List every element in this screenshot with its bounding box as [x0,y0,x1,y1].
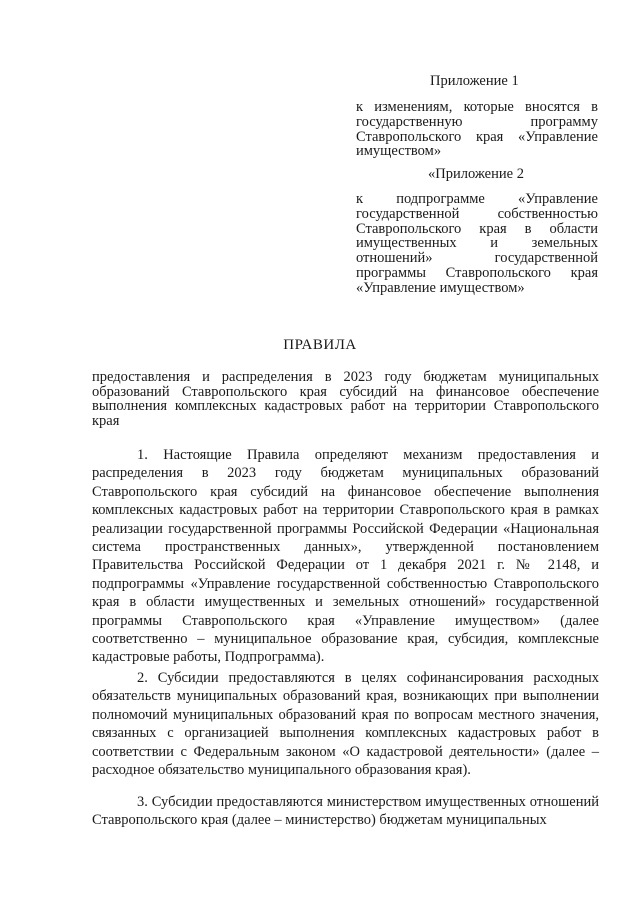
paragraph-3: 3. Субсидии предоставляются министерством имущественных отношений Ставропольского края (далее – министерство) бюджетам муниципальных [92,794,599,829]
paragraph-2: 2. Субсидии предоставляются в целях софинансирования расходных обязательств муниципальных образований края, возникающих при выполнении полномочий муниципальных образований края по вопросам местного значения, связанных с организацией выполнения комплексных кадастровых работ в соответствии с Федеральным законом «О кадастровой деятельности» (далее – расходное обязательство муниципального образования края). [92,670,599,779]
appendix1-body: к изменениям, которые вносятся в государственную программу Ставропольского края «Управление имуществом» [356,99,598,160]
appendix2-body: к подпрограмме «Управление государственной собственностью Ставропольского края в области имущественных и земельных отношений» государственной программы Ставропольского края «Управление имуществом» [356,191,598,296]
appendix1-title: Приложение 1 [430,73,519,89]
document-heading: ПРАВИЛА [283,337,357,353]
appendix2-title: «Приложение 2 [428,166,524,182]
paragraph-1: 1. Настоящие Правила определяют механизм предоставления и распределения в 2023 году бюджетам муниципальных образований Ставропольского края субсидий на финансовое обеспечение выполнения комплексных кадастровых работ на территории Ставропольского края в рамках реализации государственной программы Российской Федерации «Национальная система пространственных данных», утвержденной постановлением Правительства Российской Федерации от 1 декабря 2021 г. № 2148, и подпрограммы «Управление государственной собственностью Ставропольского края в области имущественных и земельных отношений» государственной программы Ставропольского края «Управление имуществом» (далее соответственно – муниципальное образование края, субсидия, комплексные кадастровые работы, Подпрограмма). [92,447,599,666]
document-subtitle: предоставления и распределения в 2023 году бюджетам муниципальных образований Ставропольского края субсидий на финансовое обеспечение выполнения комплексных кадастровых работ на территории Ставропольского края [92,369,599,429]
